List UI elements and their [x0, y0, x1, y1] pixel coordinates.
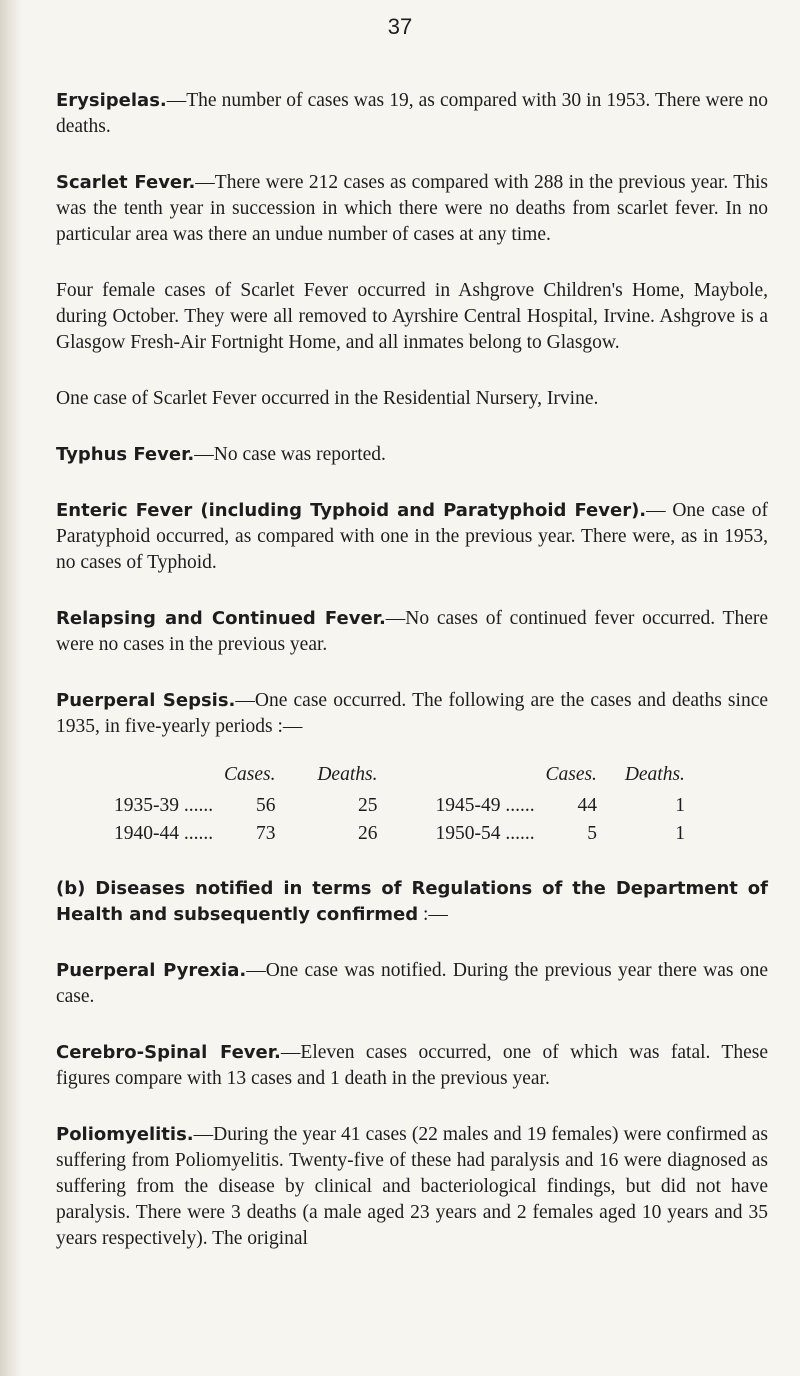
- cases-cell: 73: [255, 823, 276, 844]
- text-erysipelas: —The number of cases was 19, as compared with 30 in 1953. There were no deaths.: [56, 90, 768, 137]
- paragraph-enteric: [56, 498, 768, 576]
- page-number: 37: [387, 14, 413, 39]
- header-deaths-2: Deaths.: [624, 764, 685, 785]
- deaths-cell: 1: [675, 795, 685, 816]
- period-cell: 1935-39 ......: [114, 795, 214, 816]
- text-scarlet-fever: —There were 212 cases as compared with 288 in the previous year. This was the tenth year in succession in which there were no deaths from scarlet fever. In no particular area was there an undue number of cases at any time.: [56, 172, 768, 245]
- paragraph-scarlet-fever: [56, 170, 768, 248]
- cases-cell: 56: [255, 795, 276, 816]
- period-cell: 1945-49 ......: [435, 795, 535, 816]
- text-puerperal-pyrexia: —One case was notified. During the previous year there was one case.: [56, 960, 768, 1007]
- paragraph-relapsing: [56, 606, 768, 658]
- heading-puerperal-pyrexia: Puerperal Pyrexia.: [56, 960, 247, 981]
- header-deaths-1: Deaths.: [317, 764, 378, 785]
- text-enteric: — One case of Paratyphoid occurred, as compared with one in the previous year. There were, as in 1953, no cases of Typhoid.: [56, 500, 768, 573]
- deaths-cell: 25: [357, 795, 378, 816]
- cases-cell: 44: [577, 795, 597, 816]
- table-row: [114, 820, 685, 848]
- table-header-row: [114, 764, 685, 792]
- paragraph-poliomyelitis: [56, 1122, 768, 1252]
- deaths-cell: 26: [357, 823, 378, 844]
- page-content: [56, 88, 768, 1282]
- heading-enteric: Enteric Fever (including Typhoid and Paratyphoid Fever).: [56, 500, 647, 521]
- heading-poliomyelitis: Poliomyelitis.: [56, 1124, 194, 1145]
- heading-typhus: Typhus Fever.: [56, 444, 195, 465]
- header-cases-2: Cases.: [545, 764, 597, 785]
- text-relapsing: —No cases of continued fever occurred. There were no cases in the previous year.: [56, 608, 768, 655]
- heading-relapsing: Relapsing and Continued Fever.: [56, 608, 386, 629]
- heading-puerperal-sepsis: Puerperal Sepsis.: [56, 690, 236, 711]
- header-cases-1: Cases.: [224, 764, 276, 785]
- text-poliomyelitis: —During the year 41 cases (22 males and 19 females) were confirmed as suffering from Poliomyelitis. Twenty-five of these had paralysis and 16 were diagnosed as suffering from the disease by clinical and bacteriological findings, but did not have paralysis. There were 3 deaths (a male aged 23 years and 2 females aged 10 years and 35 years respectively). The original: [56, 1124, 768, 1249]
- period-cell: 1940-44 ......: [114, 823, 214, 844]
- page-edge-shadow: [0, 0, 22, 1376]
- paragraph-scarlet-ashgrove: Four female cases of Scarlet Fever occurred in Ashgrove Children's Home, Maybole, during October. They were all removed to Ayrshire Central Hospital, Irvine. Ashgrove is a Glasgow Fresh-Air Fortnight Home, and all inmates belong to Glasgow.: [56, 280, 768, 353]
- table-row: [114, 792, 685, 820]
- heading-erysipelas: Erysipelas.: [56, 90, 167, 111]
- deaths-cell: 1: [675, 823, 685, 844]
- heading-scarlet-fever: Scarlet Fever.: [56, 172, 196, 193]
- paragraph-puerperal-sepsis: [56, 688, 768, 740]
- paragraph-section-b: [56, 876, 768, 928]
- text-puerperal-sepsis: —One case occurred. The following are the cases and deaths since 1935, in five-yearly periods :—: [56, 690, 769, 737]
- text-cerebro-spinal: —Eleven cases occurred, one of which was fatal. These figures compare with 13 cases and 1 death in the previous year.: [56, 1042, 768, 1089]
- text-section-b: :—: [418, 904, 448, 925]
- cases-cell: 5: [587, 823, 597, 844]
- heading-cerebro-spinal: Cerebro-Spinal Fever.: [56, 1042, 281, 1063]
- paragraph-erysipelas: [56, 88, 768, 140]
- paragraph-puerperal-pyrexia: [56, 958, 768, 1010]
- paragraph-scarlet-nursery: One case of Scarlet Fever occurred in the Residential Nursery, Irvine.: [56, 388, 599, 409]
- paragraph-cerebro-spinal: [56, 1040, 768, 1092]
- text-typhus: —No case was reported.: [194, 444, 386, 465]
- heading-section-b: (b) Diseases notified in terms of Regulations of the Department of Health and subsequently confirmed: [56, 878, 768, 925]
- paragraph-typhus: [56, 442, 768, 468]
- sepsis-table: [114, 764, 685, 848]
- period-cell: 1950-54 ......: [435, 823, 535, 844]
